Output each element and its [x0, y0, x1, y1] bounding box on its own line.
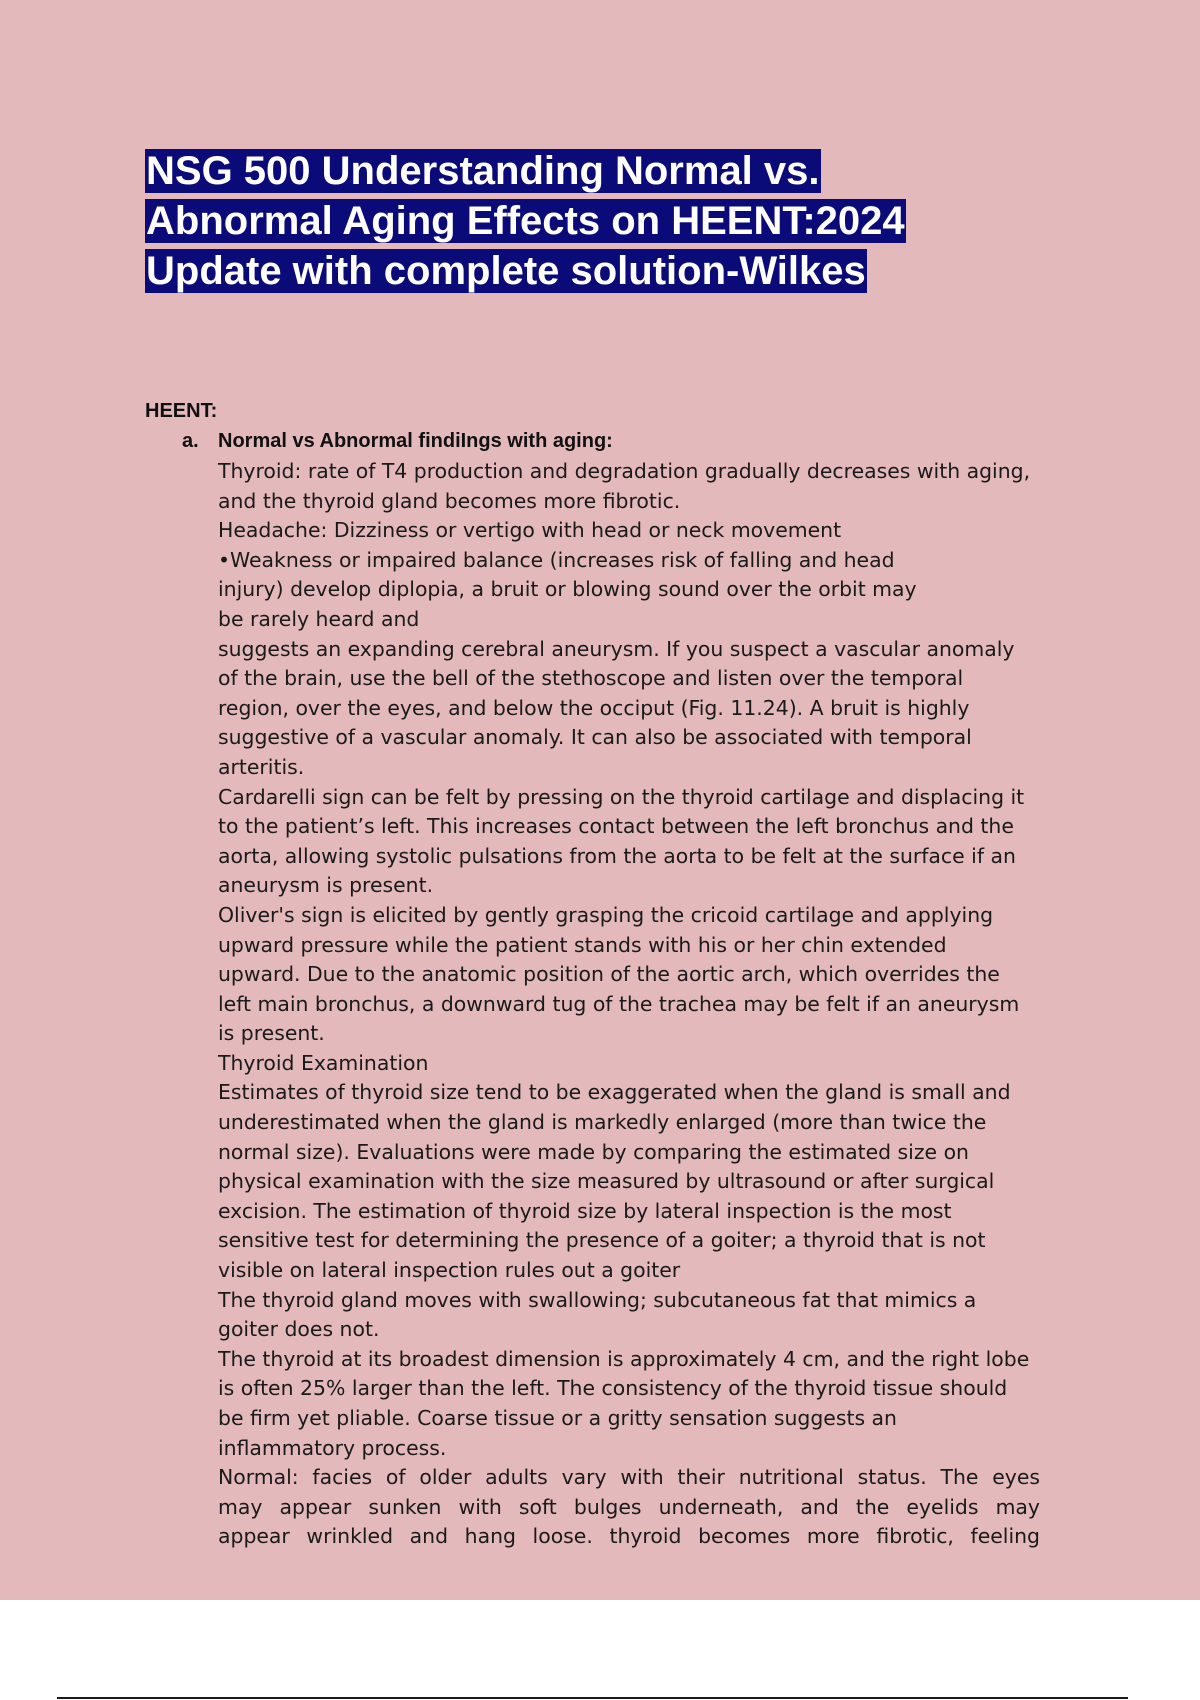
list-heading: Normal vs Abnormal findiIngs with aging:: [218, 430, 613, 452]
body-line: Thyroid Examination: [218, 1050, 429, 1075]
title-line: NSG 500 Understanding Normal vs.: [146, 149, 820, 193]
title-line: Update with complete solution-Wilkes: [146, 249, 866, 293]
body-text: [218, 457, 1118, 1552]
body-line: Cardarelli sign can be felt by pressing on the thyroid cartilage and displacing it: [218, 784, 1025, 809]
body-line: arteritis.: [218, 754, 305, 779]
section-heading: HEENT:: [145, 400, 218, 422]
body-line: suggests an expanding cerebral aneurysm. If you suspect a vascular anomaly: [218, 636, 1015, 661]
body-line: normal size). Evaluations were made by comparing the estimated size on: [218, 1139, 969, 1164]
document-title: [145, 146, 1045, 296]
body-line: inflammatory process.: [218, 1435, 447, 1460]
body-line: to the patient’s left. This increases contact between the left bronchus and the: [218, 814, 1014, 839]
body-line: sensitive test for determining the presence of a goiter; a thyroid that is not: [218, 1228, 986, 1253]
body-line: suggestive of a vascular anomaly. It can also be associated with temporal: [218, 725, 972, 750]
body-line: underestimated when the gland is markedly enlarged (more than twice the: [218, 1110, 987, 1135]
body-line: of the brain, use the bell of the stethoscope and listen over the temporal: [218, 666, 964, 691]
body-line: be firm yet pliable. Coarse tissue or a gritty sensation suggests an: [218, 1406, 897, 1430]
footer-rule: [57, 1697, 1128, 1699]
body-line: left main bronchus, a downward tug of the trachea may be felt if an aneurysm: [218, 991, 1020, 1016]
body-line: region, over the eyes, and below the occiput (Fig. 11.24). A bruit is highly: [218, 695, 970, 720]
body-line: Oliver's sign is elicited by gently grasping the cricoid cartilage and applying: [218, 902, 994, 927]
body-line: Headache: Dizziness or vertigo with head or neck movement: [218, 518, 842, 543]
body-line: goiter does not.: [218, 1317, 380, 1342]
list-marker: a.: [182, 430, 199, 452]
body-line: upward. Due to the anatomic position of the aortic arch, which overrides the: [218, 962, 1000, 987]
body-line: The thyroid gland moves with swallowing; subcutaneous fat that mimics a: [218, 1287, 977, 1312]
body-line: Thyroid: rate of T4 production and degradation gradually decreases with aging,: [218, 459, 1031, 483]
body-line: physical examination with the size measured by ultrasound or after surgical: [218, 1169, 995, 1194]
body-line: •Weakness or impaired balance (increases risk of falling and head: [218, 547, 895, 572]
body-line: aorta, allowing systolic pulsations from the aorta to be felt at the surface if an: [218, 843, 1016, 868]
body-line: and the thyroid gland becomes more fibrotic.: [218, 488, 681, 513]
body-line: The thyroid at its broadest dimension is approximately 4 cm, and the right lobe: [218, 1346, 1030, 1371]
body-line: is present.: [218, 1021, 325, 1046]
body-line: visible on lateral inspection rules out a goiter: [218, 1258, 681, 1283]
body-line: appear wrinkled and hang loose. thyroid becomes more fibrotic, feeling: [218, 1524, 1040, 1549]
body-line: Normal: facies of older adults vary with their nutritional status. The eyes: [218, 1465, 1040, 1490]
body-line: is often 25% larger than the left. The consistency of the thyroid tissue should: [218, 1376, 1008, 1401]
body-line: may appear sunken with soft bulges underneath, and the eyelids may: [218, 1494, 1040, 1519]
body-line: upward pressure while the patient stands with his or her chin extended: [218, 932, 947, 957]
body-line: be rarely heard and: [218, 606, 420, 631]
body-line: injury) develop diplopia, a bruit or blowing sound over the orbit may: [218, 577, 917, 602]
body-line: Estimates of thyroid size tend to be exaggerated when the gland is small and: [218, 1080, 1011, 1105]
body-line: excision. The estimation of thyroid size by lateral inspection is the most: [218, 1198, 952, 1223]
title-line: Abnormal Aging Effects on HEENT:2024: [146, 199, 905, 243]
body-line: aneurysm is present.: [218, 873, 434, 898]
